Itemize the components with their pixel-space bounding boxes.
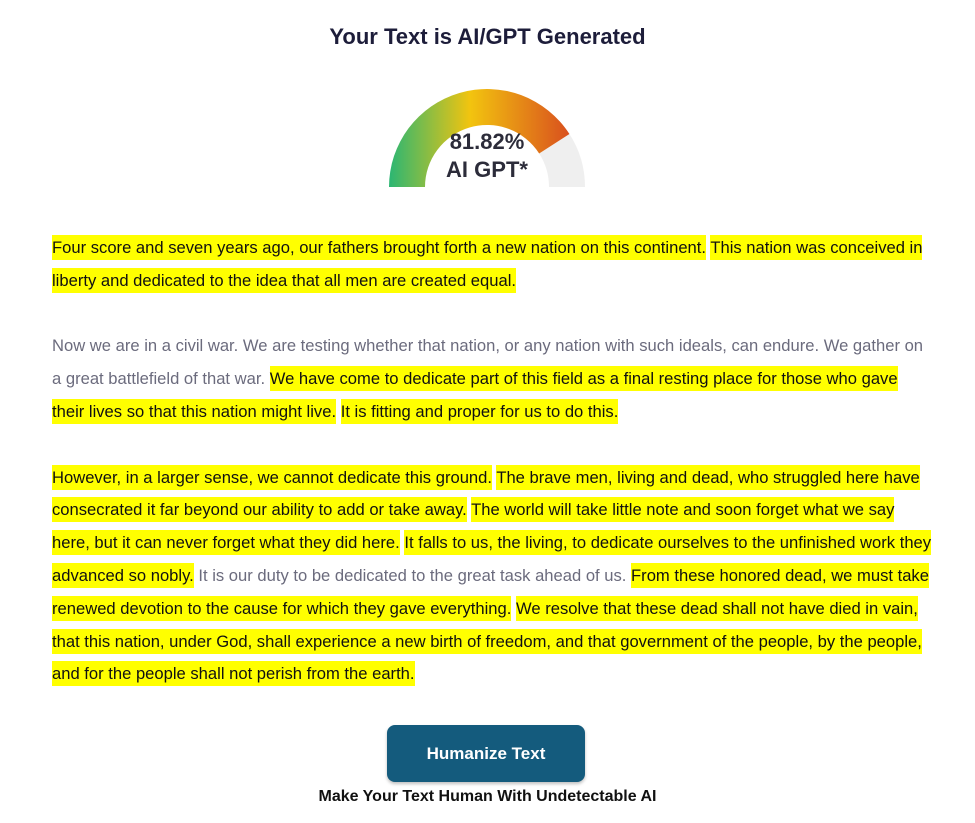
- gauge-label: AI GPT*: [446, 157, 528, 182]
- analyzed-text: [52, 232, 932, 691]
- human-sentence: [336, 402, 341, 421]
- text-paragraph: [52, 330, 932, 428]
- text-paragraph: [52, 462, 932, 692]
- human-sentence: Now we are in a civil war. We are testing whether that nation, or any nation with such ideals, can endure. We gather on a great battlefield of that war.: [52, 336, 924, 389]
- gauge-percent: 81.82%: [449, 129, 525, 154]
- text-paragraph: [52, 232, 932, 298]
- ai-sentence: The brave men, living and dead, who struggled here have consecrated it far beyond our ability to add or take away.: [52, 465, 920, 523]
- ai-sentence: The world will take little note and soon forget what we say here, but it can never forget what they did here.: [52, 497, 894, 555]
- ai-score-gauge: [367, 83, 607, 193]
- ai-sentence: Four score and seven years ago, our fathers brought forth a new nation on this continent.: [52, 235, 706, 260]
- ai-sentence: However, in a larger sense, we cannot dedicate this ground.: [52, 465, 492, 490]
- ai-sentence: From these honored dead, we must take renewed devotion to the cause for which they gave everything.: [52, 563, 929, 621]
- ai-sentence: It falls to us, the living, to dedicate ourselves to the unfinished work they advanced so nobly.: [52, 530, 931, 588]
- humanize-text-button[interactable]: Humanize Text: [387, 725, 585, 782]
- ai-sentence: This nation was conceived in liberty and dedicated to the idea that all men are created equal.: [52, 235, 922, 293]
- page-title: Your Text is AI/GPT Generated: [329, 24, 646, 49]
- ai-sentence: We have come to dedicate part of this field as a final resting place for those who gave their lives so that this nation might live.: [52, 366, 898, 424]
- human-sentence: It is our duty to be dedicated to the great task ahead of us.: [193, 565, 627, 585]
- ai-sentence: We resolve that these dead shall not have died in vain, that this nation, under God, shall experience a new birth of freedom, and that government of the people, by the people, and for the people shall not perish from the earth.: [52, 596, 922, 687]
- ai-sentence: It is fitting and proper for us to do this.: [341, 399, 619, 424]
- humanize-subtitle: Make Your Text Human With Undetectable AI: [318, 788, 657, 805]
